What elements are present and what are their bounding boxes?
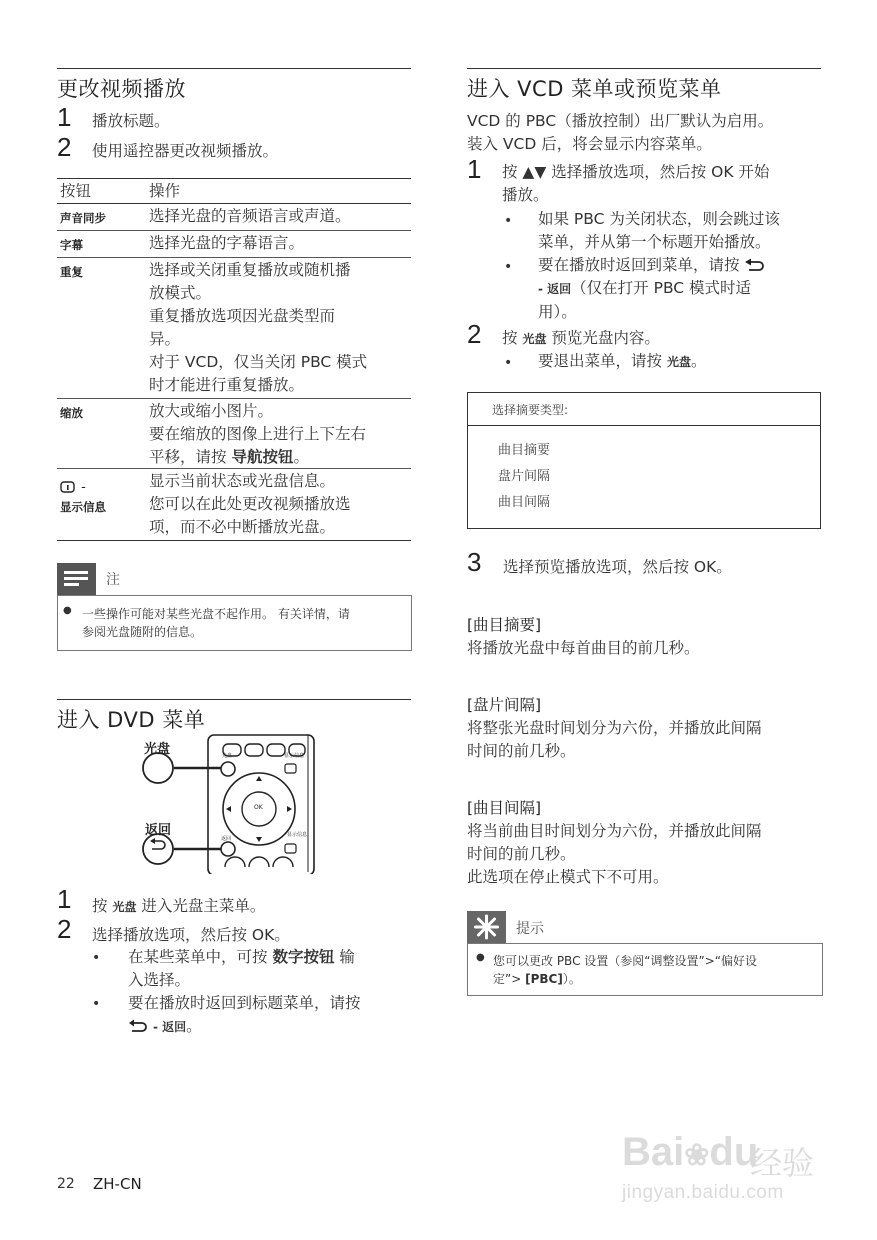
note-label: 注 bbox=[106, 572, 120, 588]
bullet-dot: ● bbox=[476, 952, 485, 963]
menu-item[interactable]: 曲目间隔 bbox=[498, 495, 551, 510]
option-title: [盘片间隔] bbox=[467, 696, 542, 714]
language-code: ZH-CN bbox=[93, 1175, 142, 1193]
step-number: 1 bbox=[57, 884, 72, 914]
section-title-dvd-menu: 进入 DVD 菜单 bbox=[57, 708, 206, 732]
remote-disc-label: 光盘 bbox=[222, 753, 233, 759]
step-text: 按 光盘 预览光盘内容。 bbox=[502, 329, 660, 347]
callout-back-label: 返回 bbox=[145, 823, 172, 838]
info-icon bbox=[60, 481, 76, 493]
table-row-operation: 放大或缩小图片。 要在缩放的图像上进行上下左右 平移，请按 导航按钮。 bbox=[149, 402, 367, 466]
table-row-operation: 选择或关闭重复播放或随机播 放模式。 重复播放选项因光盘类型而 异。 对于 VCD，仅当关闭 PBC 模式 时才能进行重复播放。 bbox=[149, 261, 368, 394]
step-number: 2 bbox=[467, 319, 482, 349]
tip-icon bbox=[467, 911, 506, 943]
bullet-dot: • bbox=[504, 259, 513, 275]
bullet-text: 要在播放时返回到菜单，请按 - 返回（仅在打开 PBC 模式时适 用）。 bbox=[538, 254, 822, 324]
bullet-dot: • bbox=[92, 950, 101, 966]
menu-header: 选择摘要类型: bbox=[492, 403, 569, 417]
step-number: 2 bbox=[57, 914, 72, 944]
menu-item[interactable]: 曲目摘要 bbox=[498, 443, 551, 458]
option-text: 将当前曲目时间划分为六份，并播放此间隔 时间的前几秒。 此选项在停止模式下不可用。 bbox=[467, 822, 762, 886]
step-text: 播放标题。 bbox=[92, 112, 170, 130]
remote-info2-label: 显示信息 bbox=[287, 832, 308, 838]
remote-back-label: 返回 bbox=[221, 836, 232, 842]
section-title-change-playback: 更改视频播放 bbox=[57, 77, 186, 101]
tip-label: 提示 bbox=[516, 921, 544, 937]
remote-info-label: 显示信息 bbox=[284, 753, 305, 759]
option-title: [曲目间隔] bbox=[467, 799, 542, 817]
tip-text: 您可以更改 PBC 设置（参阅“调整设置”>“偏好设 定”> [PBC]）。 bbox=[493, 954, 757, 986]
intro-text: VCD 的 PBC（播放控制）出厂默认为启用。 装入 VCD 后，将会显示内容菜单。 bbox=[467, 112, 774, 153]
table-row-operation: 显示当前状态或光盘信息。 您可以在此处更改视频播放选 项，而不必中断播放光盘。 bbox=[149, 472, 351, 536]
bullet-dot: • bbox=[504, 355, 513, 371]
bullet-dot: • bbox=[92, 996, 101, 1012]
section-title-vcd-menu: 进入 VCD 菜单或预览菜单 bbox=[467, 77, 722, 101]
table-header-operation: 操作 bbox=[149, 182, 181, 200]
remote-ok-label: OK bbox=[254, 804, 263, 811]
table-header-button: 按钮 bbox=[60, 182, 92, 200]
bullet-dot: ● bbox=[63, 605, 72, 616]
step-text: 使用遥控器更改视频播放。 bbox=[92, 142, 279, 160]
back-icon bbox=[744, 258, 766, 271]
bullet-dot: • bbox=[504, 213, 513, 229]
table-row-button: 声音同步 bbox=[60, 211, 106, 225]
table-row-button: 重复 bbox=[60, 265, 83, 279]
baidu-watermark bbox=[620, 1110, 825, 1210]
watermark-url: jingyan.baidu.com bbox=[622, 1182, 784, 1203]
info-button-label: - bbox=[60, 476, 86, 495]
option-title: [曲目摘要] bbox=[467, 616, 542, 634]
bullet-text: 要在播放时返回到标题菜单，请按 - 返回。 bbox=[128, 994, 361, 1035]
table-row-operation: 选择光盘的音频语言或声道。 bbox=[149, 207, 351, 225]
step-number: 1 bbox=[467, 154, 482, 184]
step-text: 选择播放选项，然后按 OK。 bbox=[92, 926, 290, 944]
step-text: 选择预览播放选项，然后按 OK。 bbox=[503, 558, 732, 576]
option-text: 将播放光盘中每首曲目的前几秒。 bbox=[467, 639, 700, 657]
note-icon bbox=[57, 563, 96, 595]
table-row-button: 字幕 bbox=[60, 238, 83, 252]
watermark-cn: 经验 bbox=[750, 1144, 815, 1182]
table-row-operation: 选择光盘的字幕语言。 bbox=[149, 234, 305, 252]
step-number: 1 bbox=[57, 102, 72, 132]
back-icon bbox=[128, 1019, 148, 1032]
callout-disc-label: 光盘 bbox=[144, 742, 171, 757]
step-number: 3 bbox=[467, 547, 482, 577]
table-row-button: 显示信息 bbox=[60, 500, 106, 514]
bullet-text: 如果 PBC 为关闭状态，则会跳过该 菜单，并从第一个标题开始播放。 bbox=[538, 210, 780, 251]
step-text: 按 ▲▼ 选择播放选项，然后按 OK 开始 播放。 bbox=[502, 163, 770, 204]
page-number: 22 bbox=[57, 1176, 75, 1192]
bullet-text: 要退出菜单，请按 光盘。 bbox=[538, 352, 707, 370]
menu-item[interactable]: 盘片间隔 bbox=[498, 469, 551, 484]
watermark-brand: Bai❀du bbox=[622, 1130, 759, 1174]
step-text: 按 光盘 进入光盘主菜单。 bbox=[92, 897, 266, 915]
bullet-text: 在某些菜单中，可按 数字按钮 输 入选择。 bbox=[128, 948, 355, 989]
option-text: 将整张光盘时间划分为六份，并播放此间隔 时间的前几秒。 bbox=[467, 719, 762, 760]
note-text: 一些操作可能对某些光盘不起作用。 有关详情，请 参阅光盘随附的信息。 bbox=[82, 607, 350, 639]
step-number: 2 bbox=[57, 132, 72, 162]
paw-icon: ❀ bbox=[684, 1139, 710, 1172]
table-row-button: 缩放 bbox=[60, 406, 83, 420]
